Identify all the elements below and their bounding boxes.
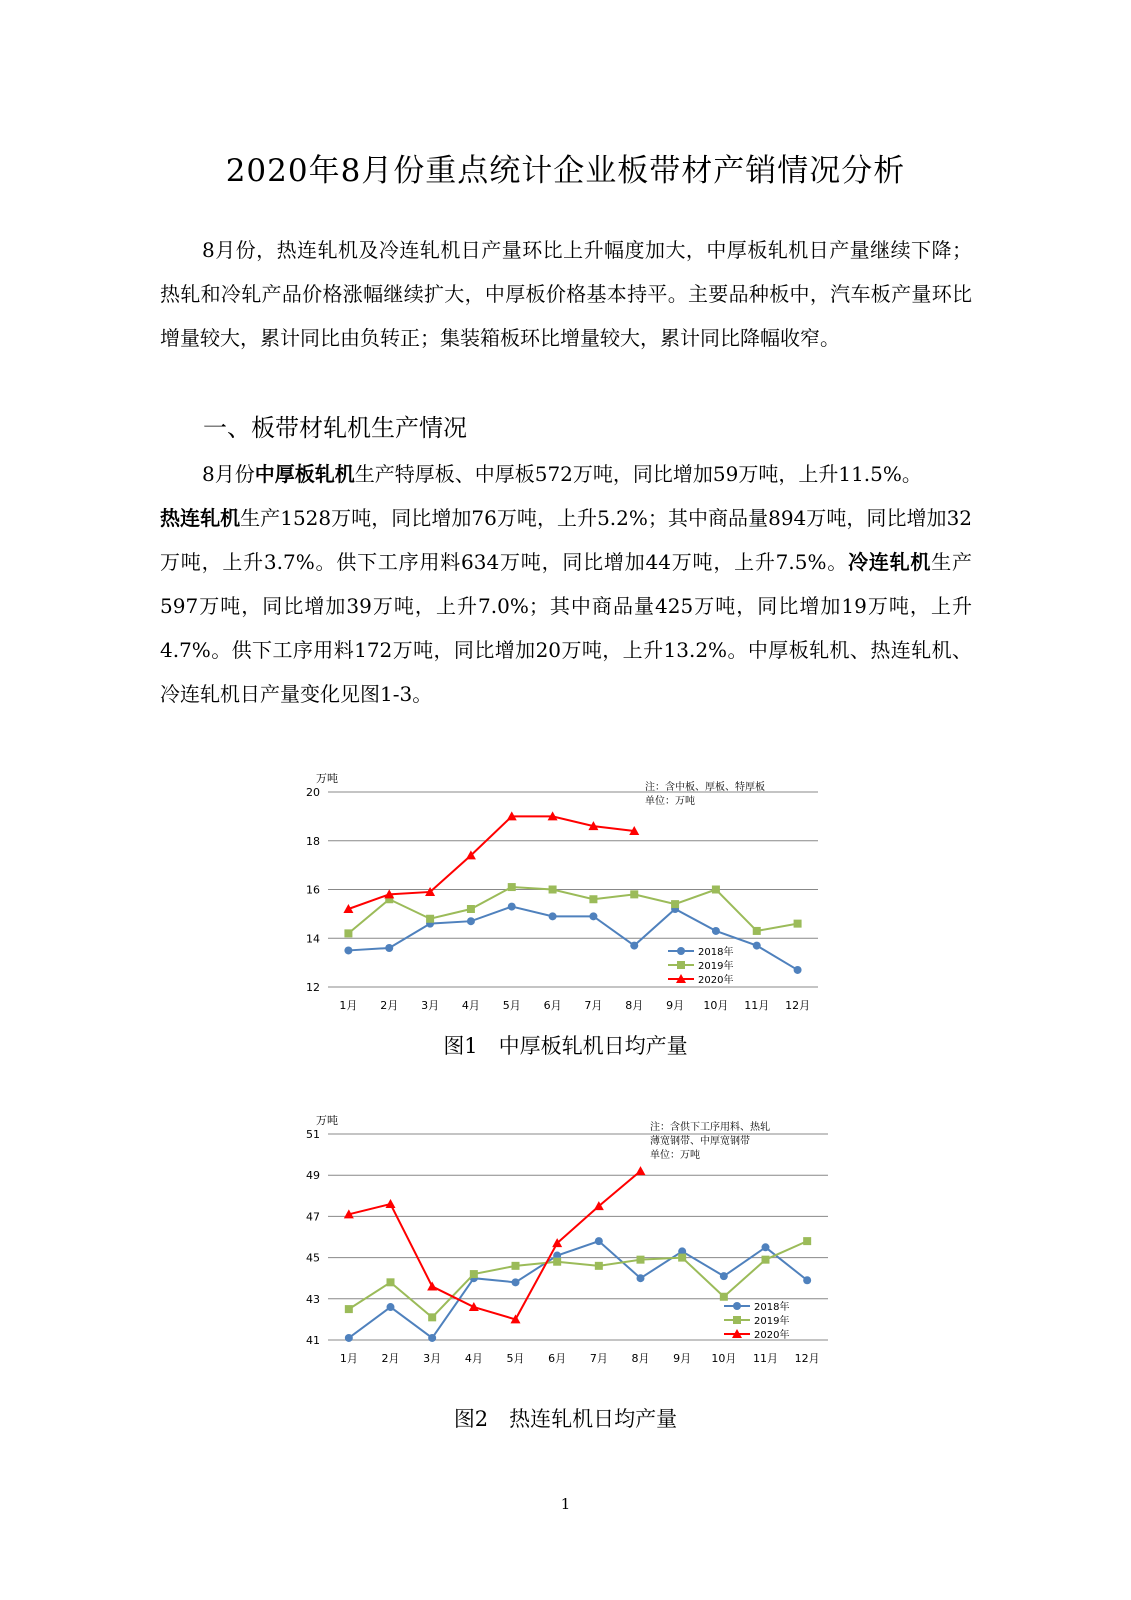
data-point <box>803 1237 811 1245</box>
y-tick-label: 45 <box>306 1251 320 1265</box>
data-point <box>467 905 475 913</box>
data-point <box>344 946 352 954</box>
paragraph-text: 8月份 <box>202 462 255 486</box>
x-tick-label: 2月 <box>381 1352 400 1365</box>
data-point <box>753 942 761 950</box>
data-point <box>512 1262 520 1270</box>
x-tick-label: 12月 <box>794 1352 820 1365</box>
data-point <box>595 1262 603 1270</box>
data-point <box>467 917 475 925</box>
intro-paragraph: 8月份，热连轧机及冷连轧机日产量环比上升幅度加大，中厚板轧机日产量继续下降；热轧和冷轧产品价格涨幅继续扩大，中厚板价格基本持平。主要品种板中，汽车板产量环比增量较大，累计同比由负转正；集装箱板环比增量较大，累计同比降幅收窄。 <box>160 238 972 350</box>
data-point <box>753 927 761 935</box>
x-tick-label: 10月 <box>703 999 729 1012</box>
data-point <box>762 1243 770 1251</box>
data-point <box>677 961 685 969</box>
y-tick-label: 18 <box>306 834 320 848</box>
page-title: 2020年8月份重点统计企业板带材产销情况分析 <box>225 153 906 189</box>
y-tick-label: 12 <box>306 981 320 994</box>
data-point <box>678 1254 686 1262</box>
x-tick-label: 1月 <box>339 1352 358 1365</box>
x-tick-label: 12月 <box>785 999 811 1012</box>
x-tick-label: 5月 <box>502 999 521 1012</box>
data-point <box>762 1256 770 1264</box>
legend-label: 2020年 <box>698 975 734 986</box>
data-point <box>549 912 557 920</box>
x-tick-label: 9月 <box>666 999 685 1012</box>
series-line <box>348 887 797 933</box>
data-point <box>677 947 685 955</box>
data-point <box>387 1303 395 1311</box>
x-tick-label: 8月 <box>631 1352 650 1365</box>
chart-note: 薄宽钢带、中厚宽钢带 <box>650 1136 750 1147</box>
chart-plate-mill <box>290 765 850 1035</box>
x-tick-label: 4月 <box>464 1352 483 1365</box>
data-point <box>387 1278 395 1286</box>
data-point <box>671 900 679 908</box>
x-tick-label: 3月 <box>423 1352 442 1365</box>
data-point <box>469 1302 479 1311</box>
data-point <box>733 1316 741 1324</box>
paragraph-text: 生产1528万吨，同比增加76万吨，上升5.2%；其中商品量894万吨，同比增加32万吨，上升3.7%。供下工序用料634万吨，同比增加44万吨，上升7.5%。 <box>160 506 973 574</box>
x-tick-label: 7月 <box>584 999 603 1012</box>
data-point <box>344 929 352 937</box>
paragraph-text: 生产特厚板、中厚板572万吨，同比增加59万吨，上升11.5%。 <box>354 462 922 486</box>
data-point <box>720 1293 728 1301</box>
data-point <box>630 942 638 950</box>
figure-caption: 图1 中厚板轧机日均产量 <box>443 1034 688 1058</box>
legend-label: 2019年 <box>698 961 734 972</box>
x-tick-label: 4月 <box>461 999 480 1012</box>
y-tick-label: 47 <box>306 1210 320 1224</box>
chart-hot-strip-mill <box>290 1110 850 1385</box>
paragraph-bold-term: 中厚板轧机 <box>254 462 355 486</box>
production-paragraph <box>160 452 972 716</box>
data-point <box>589 912 597 920</box>
data-point <box>794 966 802 974</box>
page-number: 1 <box>560 1495 571 1513</box>
data-point <box>428 1313 436 1321</box>
paragraph-bold-term: 热连轧机 <box>160 506 241 530</box>
data-point <box>637 1256 645 1264</box>
x-tick-label: 1月 <box>339 999 358 1012</box>
chart-note: 单位：万吨 <box>645 796 695 807</box>
x-tick-label: 3月 <box>421 999 440 1012</box>
y-tick-label: 16 <box>306 883 320 897</box>
data-point <box>720 1272 728 1280</box>
data-point <box>549 886 557 894</box>
x-tick-label: 6月 <box>548 1352 567 1365</box>
x-tick-label: 5月 <box>506 1352 525 1365</box>
y-tick-label: 51 <box>306 1128 320 1141</box>
figure-caption: 图2 热连轧机日均产量 <box>453 1407 678 1431</box>
data-point <box>589 895 597 903</box>
data-point <box>512 1278 520 1286</box>
data-point <box>733 1302 741 1310</box>
data-point <box>385 944 393 952</box>
x-tick-label: 11月 <box>744 999 770 1012</box>
y-unit-label: 万吨 <box>316 772 338 785</box>
section-heading: 一、板带材轧机生产情况 <box>203 414 467 442</box>
chart-svg <box>290 1110 850 1385</box>
x-tick-label: 2月 <box>380 999 399 1012</box>
data-point <box>508 883 516 891</box>
x-tick-label: 6月 <box>543 999 562 1012</box>
legend-label: 2019年 <box>754 1316 790 1327</box>
x-tick-label: 7月 <box>589 1352 608 1365</box>
x-tick-label: 9月 <box>673 1352 692 1365</box>
data-point <box>427 1281 437 1290</box>
data-point <box>630 890 638 898</box>
y-unit-label: 万吨 <box>316 1114 338 1127</box>
data-point <box>712 927 720 935</box>
x-tick-label: 10月 <box>711 1352 737 1365</box>
data-point <box>794 920 802 928</box>
x-tick-label: 11月 <box>753 1352 778 1365</box>
data-point <box>636 1166 646 1175</box>
data-point <box>595 1237 603 1245</box>
legend-label: 2020年 <box>754 1330 790 1341</box>
chart-note: 注：含供下工序用料、热轧 <box>650 1122 770 1133</box>
series-line <box>349 1171 641 1319</box>
data-point <box>553 1258 561 1266</box>
paragraph-bold-term: 冷连轧机 <box>848 550 932 574</box>
y-tick-label: 49 <box>306 1169 320 1183</box>
legend-label: 2018年 <box>698 947 734 958</box>
data-point <box>426 915 434 923</box>
y-tick-label: 43 <box>306 1292 320 1306</box>
chart-note: 单位：万吨 <box>650 1150 700 1161</box>
data-point <box>345 1334 353 1342</box>
data-point <box>637 1274 645 1282</box>
data-point <box>345 1305 353 1313</box>
data-point <box>803 1276 811 1284</box>
legend-label: 2018年 <box>754 1302 790 1313</box>
data-point <box>712 886 720 894</box>
data-point <box>508 903 516 911</box>
y-tick-label: 14 <box>306 932 320 946</box>
y-tick-label: 20 <box>306 786 320 799</box>
paragraph-text: 生产597万吨，同比增加39万吨，上升7.0%；其中商品量425万吨，同比增加19万吨，上升4.7%。供下工序用料172万吨，同比增加20万吨，上升13.2%。中厚板轧机、热连轧机、冷连轧机日产量变化见图1-3。 <box>160 550 973 706</box>
data-point <box>470 1270 478 1278</box>
chart-svg <box>290 765 850 1035</box>
y-tick-label: 41 <box>306 1334 320 1347</box>
data-point <box>386 1199 396 1208</box>
chart-note: 注：含中板、厚板、特厚板 <box>645 782 765 793</box>
x-tick-label: 8月 <box>625 999 644 1012</box>
data-point <box>428 1334 436 1342</box>
